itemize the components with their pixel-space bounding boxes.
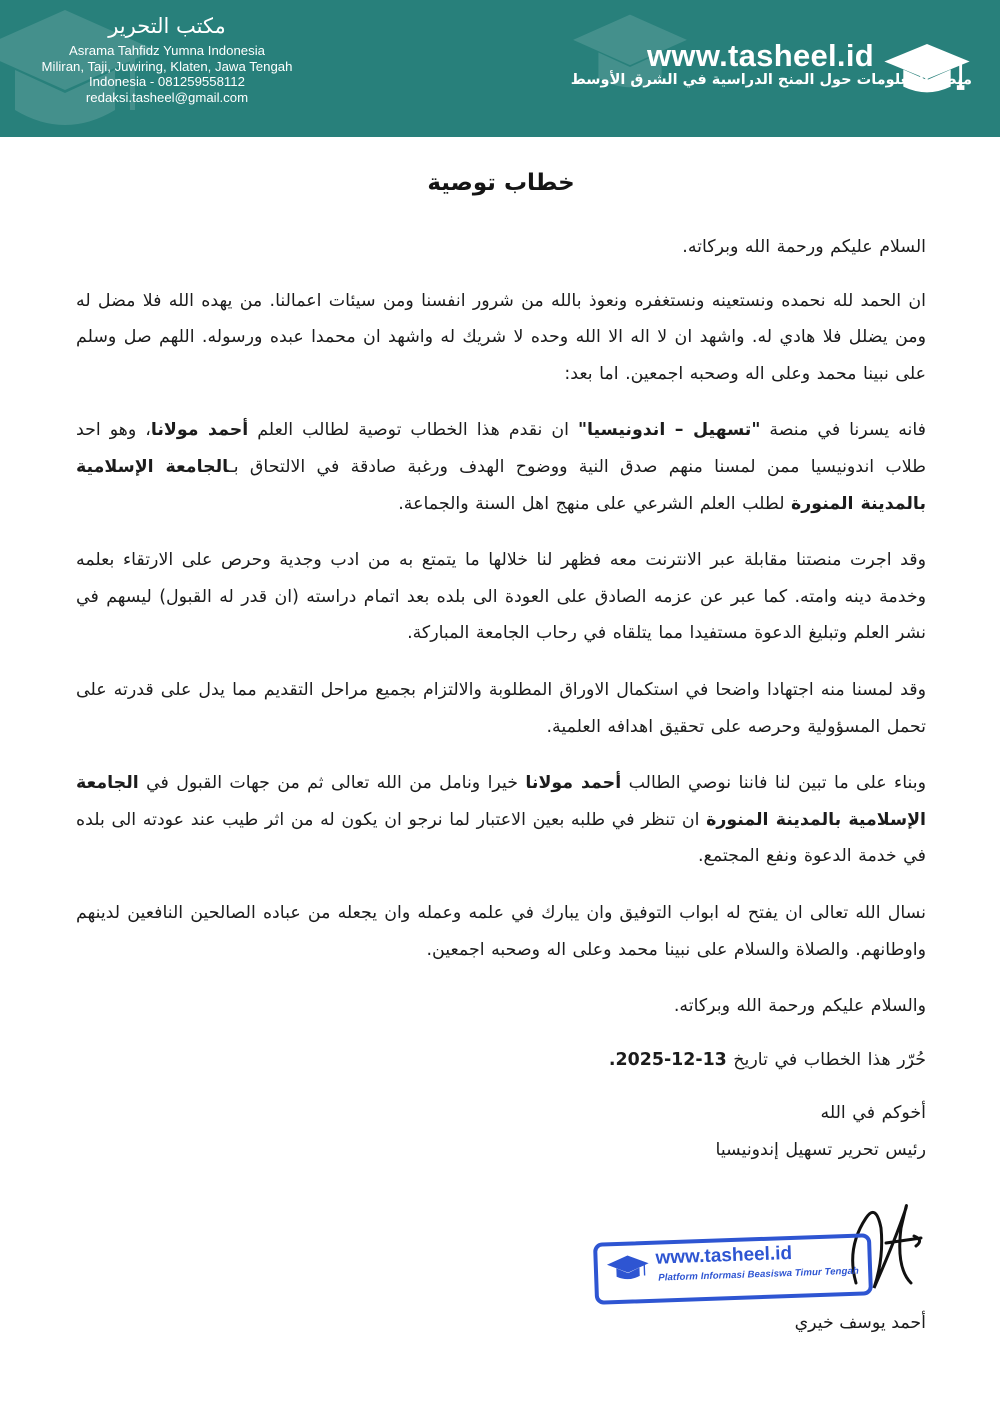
- brand-tagline: منصّة المعلومات حول المنح الدراسية في الشرق الأوسط: [570, 72, 972, 88]
- diligence-paragraph: وقد لمسنا منه اجتهادا واضحا في استكمال الاوراق المطلوبة والالتزام بجميع مراحل التقديم مما يدل على قدرته على تحمل المسؤولية وحرصه على تحقيق اهدافه العلمية.: [76, 679, 926, 737]
- letter-body: [76, 170, 926, 1333]
- brand-url: www.tasheel.id: [647, 38, 874, 73]
- office-address-line: Asrama Tahfidz Yumna Indonesia: [69, 43, 265, 58]
- office-phone-line: Indonesia - 081259558112: [89, 74, 245, 89]
- intro-paragraph: ان الحمد لله نحمده ونستعينه ونستغفره ونعوذ بالله من شرور انفسنا ومن سيئات اعمالنا. من يهده الله فلا مضل له ومن يضلل فلا هادي له. واشهد ان لا اله الا الله وحده لا شريك له واشهد ان محمدا عبده ورسوله. اللهم صل وسلم على نبينا محمد وعلى اله وصحبه اجمعين. اما بعد:: [76, 290, 926, 384]
- text-run: لطلب العلم الشرعي على منهج اهل السنة والجماعة.: [398, 493, 792, 514]
- text-run: فانه يسرنا في منصة: [760, 420, 926, 441]
- text-run: وبناء على ما تبين لنا فاننا نوصي الطالب: [621, 773, 926, 794]
- student-name: أحمد مولانا: [525, 773, 622, 794]
- date-line: [76, 1042, 926, 1079]
- letter-title: خطاب توصية: [427, 170, 575, 196]
- text-run: ، وهو احد طلاب اندونيسيا ممن لمسنا منهم صدق النية ووضوح الهدف ورغبة صادقة في الالتحاق بـ: [76, 420, 926, 477]
- office-email-line: redaksi.tasheel@gmail.com: [85, 89, 249, 105]
- signoff-line: أخوكم في الله: [820, 1103, 926, 1124]
- graduation-cap-icon: [882, 40, 972, 102]
- text-run: ان تنظر في طلبه بعين الاعتبار لما نرجو ان يكون له من اثر طيب عند عودته الى بلده في خدمة الدعوة ونفع المجتمع.: [76, 809, 926, 867]
- signer-name: أحمد يوسف خيري: [794, 1313, 926, 1334]
- recommendation-paragraph: [76, 412, 926, 522]
- greeting: السلام عليكم ورحمة الله وبركاته.: [682, 237, 926, 257]
- platform-name: "تسهيل – اندونيسيا": [577, 420, 761, 441]
- official-stamp: [593, 1234, 873, 1306]
- closing-greeting: والسلام عليكم ورحمة الله وبركاته.: [673, 996, 926, 1017]
- office-title: مكتب التحرير: [108, 14, 226, 38]
- editorial-office-block: [22, 14, 312, 105]
- office-address-line: Miliran, Taji, Juwiring, Klaten, Jawa Tengah: [41, 58, 293, 74]
- stamp-subtitle: Platform Informasi Beasiswa Timur Tengah: [658, 1266, 860, 1285]
- letterhead: [0, 0, 1000, 137]
- university-name: الجامعة الإسلامية بالمدينة المنورة: [76, 456, 926, 514]
- signer-title: رئيس تحرير تسهيل إندونيسيا: [715, 1139, 926, 1160]
- graduation-cap-icon: [605, 1252, 650, 1286]
- interview-paragraph: وقد اجرت منصتنا مقابلة عبر الانترنت معه فظهر لنا خلالها ما يتمتع به من ادب وجدية وحرص على الارتقاء بعلمه وخدمة دينه وامته. كما عبر عن عزمه الصادق على العودة الى بلده بعد اتمام دراسته (ان قدر له القبول) ليسهم في نشر العلم وتبليغ الدعوة مستفيدا مما يتلقاه في رحاب الجامعة المباركة.: [76, 550, 926, 644]
- university-name: الجامعة الإسلامية بالمدينة المنورة: [76, 773, 926, 830]
- date-prefix: حُرّر هذا الخطاب في تاريخ: [726, 1049, 926, 1070]
- date-value: 13-12-2025.: [608, 1049, 727, 1070]
- prayer-paragraph: نسال الله تعالى ان يفتح له ابواب التوفيق وان يبارك في علمه وعمله وان يجعله من عباده الصالحين النافعين لدينهم واوطانهم. والصلاة والسلام على نبينا محمد وعلى اله وصحبه اجمعين.: [76, 902, 926, 960]
- signature-area: [76, 1168, 926, 1313]
- text-run: ان نقدم هذا الخطاب توصية لطالب العلم: [248, 420, 578, 441]
- endorsement-paragraph: [76, 765, 926, 875]
- text-run: خيرا ونامل من الله تعالى ثم من جهات القبول في: [138, 773, 526, 794]
- student-name: أحمد مولانا: [150, 420, 249, 441]
- stamp-url: www.tasheel.id: [655, 1243, 793, 1270]
